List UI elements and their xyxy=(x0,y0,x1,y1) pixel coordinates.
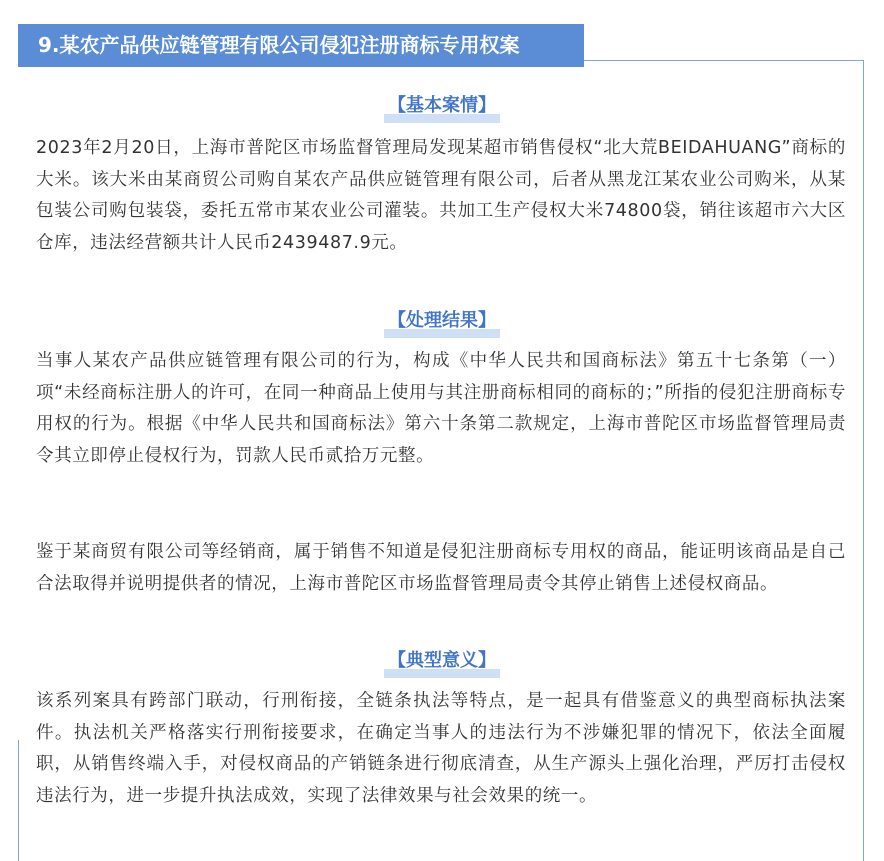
section-heading-significance xyxy=(0,648,884,678)
case-title: 9.某农产品供应链管理有限公司侵犯注册商标专用权案 xyxy=(18,24,584,67)
result-paragraph-1: 当事人某农产品供应链管理有限公司的行为，构成《中华人民共和国商标法》第五十七条第（一）项“未经商标注册人的许可，在同一种商品上使用与其注册商标相同的商标的；”所指的侵犯注册商标专用权的行为。根据《中华人民共和国商标法》第六十条第二款规定，上海市普陀区市场监督管理局责令其立即停止侵权行为，罚款人民币贰拾万元整。 xyxy=(36,351,846,466)
section-heading-basic-label: 【基本案情】 xyxy=(382,93,502,119)
significance-paragraph: 该系列案具有跨部门联动，行刑衔接，全链条执法等特点，是一起具有借鉴意义的典型商标执法案件。执法机关严格落实行刑衔接要求，在确定当事人的违法行为不涉嫌犯罪的情况下，依法全面履职，从销售终端入手，对侵权商品的产销链条进行彻底清查，从生产源头上强化治理，严厉打击侵权违法行为，进一步提升执法成效，实现了法律效果与社会效果的统一。 xyxy=(36,691,846,806)
basic-case-paragraph: 2023年2月20日，上海市普陀区市场监督管理局发现某超市销售侵权“北大荒BEIDAHUANG”商标的大米。该大米由某商贸公司购自某农产品供应链管理有限公司，后者从黑龙江某农业公司购米，从某包装公司购包装袋，委托五常市某农业公司灌装。共加工生产侵权大米74800袋，销往该超市六大区仓库，违法经营额共计人民币2439487.9元。 xyxy=(36,138,846,253)
frame-border-right xyxy=(863,60,864,861)
section-heading-basic xyxy=(0,93,884,123)
frame-border-left xyxy=(18,740,19,861)
section-heading-result xyxy=(0,308,884,338)
result-paragraph-2: 鉴于某商贸有限公司等经销商，属于销售不知道是侵犯注册商标专用权的商品，能证明该商品是自己合法取得并说明提供者的情况，上海市普陀区市场监督管理局责令其停止销售上述侵权商品。 xyxy=(36,542,846,594)
frame-border-top xyxy=(584,60,864,61)
section-heading-significance-label: 【典型意义】 xyxy=(382,648,502,674)
section-heading-result-label: 【处理结果】 xyxy=(382,308,502,334)
